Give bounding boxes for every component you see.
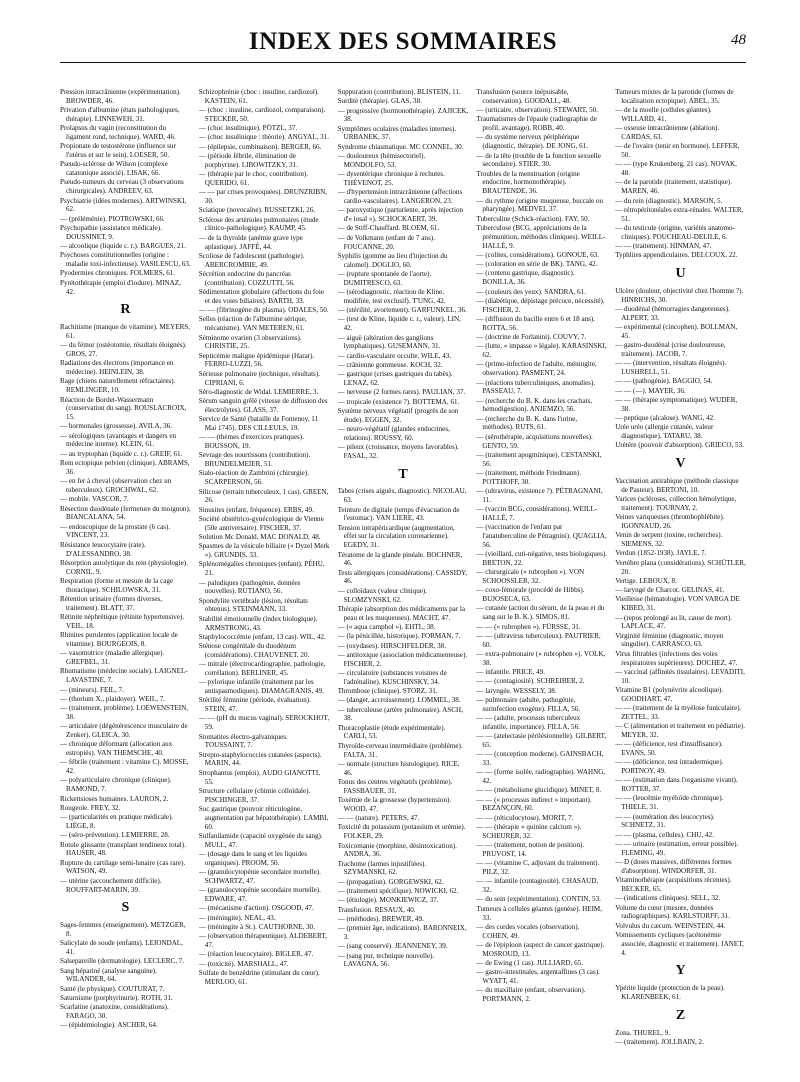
- index-entry: Varices (scléroses, collection hémolytique, traitement). TOURNAY, 2.: [615, 495, 737, 512]
- index-entry: — tropicale (existence ?). BOTTEMA, 61.: [337, 397, 460, 406]
- section-letter: T: [398, 466, 408, 482]
- index-entry: Rotule glissante (transplant tendineux total). HAUSER, 48.: [60, 840, 186, 858]
- index-entry: — colloïdaux (valeur clinique). SLOMZYNSKI, 62.: [337, 586, 428, 604]
- index-entry: — (la pénicillée, historique). FORMAN, 7.: [337, 632, 461, 641]
- index-entry: — chronique déformant (allocation aux estropiés). VAN THEMSCHE, 40.: [60, 740, 173, 758]
- index-entry: Zona. THUREL, 9.: [615, 1028, 671, 1037]
- index-entry: — (propagation). GORGEWSKI, 62.: [337, 877, 444, 886]
- index-entry: Toxémie de la grossesse (hypertension). WOOD, 47.: [337, 796, 452, 813]
- index-entry: — du maxillaire (enfant, observation). PORTMANN, 2.: [476, 986, 586, 1004]
- index-entry: Tuberculine (Schick-réaction). FAY, 50.: [476, 214, 590, 223]
- index-entry: — (épidémiologie). ASCHER, 64.: [60, 1021, 158, 1030]
- index-entry: — — (fibrinogène du plasma). ODALES, 50.: [198, 306, 329, 315]
- index-column: [60, 88, 191, 1047]
- index-entry: Virus filtrables (infections des voies respiratoires supérieures). DOCHEZ, 47.: [615, 649, 738, 667]
- index-entry: — — (traitement). HINMAN, 47.: [615, 242, 712, 251]
- index-entry: — cardio-vasculaire occulte. WILE, 43.: [337, 351, 452, 360]
- index-entry: Résorption autolytique du rein (physiologie). CORNIL, 9.: [60, 558, 188, 576]
- index-entry: — progressive (hormonothérapie). ZAJICEK, 38.: [337, 106, 469, 124]
- section-letter: U: [675, 266, 686, 282]
- index-entry: Sérieuse pulmonaire (technique, résultats). CIPRIANI, 6.: [198, 369, 320, 387]
- index-entry: — — (estimation dans l'organisme vivant). ROTTER, 37.: [615, 776, 738, 794]
- index-column: [199, 88, 330, 1047]
- index-entry: Stérilité féminine (période, évaluation). STEIN, 47.: [198, 696, 311, 714]
- index-entry: Staphylococcémie (enfant, 13 cas). WIL, 42.: [198, 632, 326, 641]
- index-entry: — de Volkmann (enfant de 7 ans). FOUCANNE, 20.: [337, 233, 435, 251]
- index-entry: — (urticaire, observation). STEWART, 50.: [476, 106, 598, 115]
- index-entry: Thérapie (absorption des médicaments par la peau et les muqueuses). MACHT, 47.: [337, 604, 466, 622]
- index-entry: Venin de serpent (toxine, recherches). SIEMENS, 32.: [615, 531, 723, 549]
- index-entry: — (réactions tuberculiniques, anomalies). PASSEAU, 7.: [476, 378, 596, 396]
- index-entry: — en fer à cheval (observation chez un tuberculeux). GROCHWAL, 62.: [60, 477, 172, 494]
- index-entry: — (diabétique, dépistage précoce, nécessité). FISCHER, 2.: [476, 296, 605, 314]
- section-letter: S: [121, 900, 130, 916]
- index-entry: Strepto-staphylococcies cutanées (aspects). MARIN, 44.: [198, 750, 322, 768]
- index-entry: — — (adulte, processus tuberculeux infantile, importance). FILLA, 56.: [476, 713, 581, 731]
- index-entry: — (observation thérapeutique). ALDEBERT, 47.: [198, 932, 327, 949]
- index-entry: — (traitement, méthode Friedmann). POTTHOFF, 30.: [476, 468, 581, 486]
- index-entry: — vasomotrice (maladie allergique). GREFBEL, 31.: [60, 649, 165, 667]
- index-entry: Thrombose (clinique). STORZ, 31.: [337, 687, 438, 695]
- index-entry: — (dosage dans le sang et les liquides organiques). PROOM, 50.: [198, 849, 307, 867]
- index-entry: Tuberculose (BCG, appréciations de la prémunition, méthodes cliniques). WEILL-HALLÉ, 9.: [476, 223, 606, 250]
- index-entry: — (vaccin BCG, considérations). WEILL-HALLÉ, 7.: [476, 505, 598, 522]
- index-entry: — — (vitamine C, adjuvant du traitement). PILZ, 32.: [476, 859, 600, 877]
- index-column: [338, 88, 469, 1047]
- index-entry: — — (numération des leucocytes). SCHNETZ, 31.: [615, 812, 715, 830]
- index-entry: — endoscopique de la prostate (6 cas). VINCENT, 23.: [60, 522, 171, 540]
- index-entry: — (traitement). JOLLBAIN, 2.: [615, 1037, 704, 1046]
- index-entry: Vertige. LEBOUX, 8.: [615, 576, 677, 585]
- index-entry: Sulfanilamide (capacité oxygénée du sang). MULL, 47.: [198, 831, 323, 849]
- index-entry: Thyroïde-cerveau intermédiaire (problème). FALTA, 31.: [337, 741, 463, 759]
- index-entry: — laryngé de Charcot. GELINAS, 41.: [615, 586, 725, 595]
- index-entry: — chirurgicale (« rubrophen »). VON SCHOOSSLER, 32.: [476, 568, 585, 586]
- page-header: [60, 28, 746, 62]
- index-entry: — (lutte, « impasse » légale). KARASINSKI, 62.: [476, 342, 607, 360]
- index-entry: — (traitement apogminique). CESTANSKI, 56.: [476, 450, 602, 468]
- index-entry: — — (forme isolée, radiographie). WAHNG, 42.: [476, 768, 606, 786]
- index-entry: Virginité féminine (diagnostic, moyen singulier). CARRASCO, 63.: [615, 631, 724, 649]
- index-entry: — — (déficience, test intradermique). PORTNOY, 49.: [615, 758, 724, 776]
- index-entry: — (mécanisme d'action). OSGOOD, 47.: [198, 904, 314, 913]
- index-entry: — (granulocytopénie secondaire mortelle). SCHWARTZ, 47.: [198, 868, 321, 885]
- index-entry: Résection duodénale (fermeture du moignon). BIANCALANA, 54.: [60, 504, 191, 522]
- index-entry: Sténose congénitale du duodénum (considérations). CHAUVENET, 20.: [198, 642, 310, 659]
- section-letter: Y: [675, 963, 686, 979]
- index-entry: — (étiologie). MONKIEWICZ, 37.: [337, 896, 439, 905]
- index-entry: Sclérose des artérioles pulmonaires (étude clinico-pathologique). KAUMP, 45.: [198, 215, 319, 233]
- index-entry: Rachitisme (manque de vitamine). MEYERS, 61.: [60, 323, 191, 340]
- index-entry: — — (atelectasie périlésionnelle). GILBERT, 65.: [476, 732, 607, 749]
- index-entry: — normale (structure histologique). RICE, 46.: [337, 759, 460, 777]
- index-entry: — (préléménie). PIOTROWSKI, 66.: [60, 214, 165, 223]
- section-letter: Z: [675, 1007, 686, 1023]
- index-entry: Scoliose de l'adolescent (pathologie). ABERCROMBIE, 49.: [198, 251, 305, 269]
- index-entry: Rickettsioses humaines. LAURON, 2.: [60, 794, 169, 803]
- index-entry: Pseudo-tumeurs du cerveau (3 observations chirurgicales). ANDREEV, 63.: [60, 178, 184, 196]
- section-letter: V: [675, 456, 686, 472]
- index-entry: — dysentérique chronique à rechutes. THÉVENOT, 25.: [337, 170, 445, 187]
- index-entry: — (séro-prévention). LEMIERRE, 28.: [60, 831, 170, 840]
- index-entry: Sevrage des nourrissons (contribution). BRUNDELMEIER, 51.: [198, 451, 311, 469]
- index-entry: — (repos prolongé au lit, cause de mort). LAPLACE, 47.: [615, 613, 733, 631]
- index-entry: Transfusion (source inépuisable, conservation). GOODALL, 48.: [476, 88, 572, 105]
- index-entry: — (période fébrile, élimination de porphyrine). LIBOWITZKY, 31.: [198, 152, 298, 169]
- index-entry: — pulmonaire (adulte, pathogénie, surinfection exogène). FILLA, 56.: [476, 695, 581, 713]
- index-entry: — de la tête (trouble de la fonction sexuelle secondaire). STIER, 30.: [476, 151, 601, 169]
- index-entry: — paroxystique (parturiente, après injection d'« iosal »). SCHOCKAERT, 39.: [337, 206, 464, 224]
- index-entry: — (coloration en série de BK). TANG, 42.: [476, 260, 598, 269]
- index-entry: — (sang pur, technique nouvelle). LAVAGNA, 56.: [337, 951, 435, 969]
- index-entry: Septicémie maligne épidémique (Harar). FERRO-LUZZI, 56.: [198, 351, 315, 369]
- index-entry: Spasmes de la vésicule biliaire (« Dyzel Merk »). GRUNDIS, 33.: [198, 542, 330, 560]
- index-entry: — (traitement spécifique). NOWICKI, 62.: [337, 887, 459, 896]
- index-entry: Tumeurs à cellules géantes (genèse). HEIM, 33.: [476, 904, 603, 922]
- index-entry: — alcoolique (liquide c. r.). BARGUES, 21.: [60, 242, 186, 251]
- index-entry: — — (traitement de la myélose funiculaire). ZETTEL, 33.: [615, 704, 742, 721]
- index-entry: Ypérite liquide (protection de la peau). KLARENBEEK, 61.: [615, 984, 725, 1001]
- index-entry: Tumeurs mixtes de la parotide (formes de localisation ectopique). ABEL, 35.: [615, 88, 734, 105]
- index-entry: — hormonales (grossesse). AVILA, 36.: [60, 422, 172, 431]
- index-entry: Suppuration (contribution). BLISTEIN, 11.: [337, 88, 461, 96]
- index-entry: — (recherche du B. K. dans l'urine, méthodes). RUTS, 61.: [476, 414, 578, 432]
- index-entry: — C (alimentation et traitement en pédiatrie). MEYER, 32.: [615, 722, 745, 739]
- index-entry: — du fémur (ostéotomie, résultats éloignés). GROS, 27.: [60, 341, 187, 359]
- index-entry: — antitoxique (association médicamenteuse). FISCHER, 2.: [337, 650, 468, 668]
- index-entry: — — (intervention, résultats éloignés). LUSHRELL, 51.: [615, 359, 727, 377]
- index-entry: — — (type Krukenberg, 21 cas). NOVAK, 48.: [615, 160, 737, 178]
- index-entry: — aiguë (altération des ganglions lymphatiques). GUSEMANN, 31.: [337, 333, 441, 351]
- index-entry: — (méningite). NEAL, 43.: [198, 913, 276, 922]
- index-entry: Syphilis (gomme au lieu d'injection du calomel). DOGLIO, 60.: [337, 251, 448, 269]
- index-entry: Thoracoplastie (étude expérimentale). CARLI, 53.: [337, 723, 446, 741]
- index-entry: — — (métabolisme glucidique). MINET, 8.: [476, 786, 602, 795]
- index-entry: — (premier âge, indications). BARONNEIX, 3.: [337, 924, 467, 942]
- index-entry: Typhlites appendiculaires. DELCOUX, 22.: [615, 251, 738, 260]
- index-entry: Sages-femmes (enseignement). METZGER, 8.: [60, 921, 186, 938]
- index-entry: Transfusion. RESAUX, 40.: [337, 905, 416, 914]
- index-entry: — (recherche du B. K. dans les crachats, hémodigestion). ANJEMZO, 56.: [476, 396, 593, 414]
- index-entry: — — urinaire (estimation, erreur possible). FLEMING, 49.: [615, 839, 739, 857]
- index-entry: — (ultravirus, existence ?). PÉTRAGNANI, 11.: [476, 487, 603, 504]
- index-entry: — rétropéritonéales extra-rénales. WALTER, 51.: [615, 205, 744, 223]
- index-entry: — — (nature). PETERS, 47.: [337, 814, 420, 823]
- index-entry: — circulatoire (substances voisines de l'adrénaline). KUSCHINSKY, 34.: [337, 668, 447, 686]
- index-entry: Prolapsus du vagin (reconstitution du ligament rond, technique). WARD, 46.: [60, 124, 176, 141]
- index-entry: Tests allergiques (considérations). CASSIDY, 46.: [337, 568, 468, 586]
- index-entry: — utérine (accouchement difficile). ROUFFART-MARIN, 39.: [60, 876, 162, 894]
- index-entry: Sang hépariné (analyse sanguine). WILANDER, 64.: [60, 966, 157, 984]
- index-entry: Pyodermies chroniques. FOLMERS, 61.: [60, 269, 176, 278]
- index-entry: Rétention urinaire (formes diverses, traitement). BLATT, 37.: [60, 595, 163, 612]
- index-entry: Séminome ovarien (3 observations). CHRISTIE, 25.: [198, 333, 302, 351]
- index-entry: — infantile. PRICE, 49.: [476, 668, 545, 676]
- index-entry: Société obstétrico-gynécologique de Vienne (50e anniversaire). FISCHER, 37.: [198, 514, 324, 532]
- index-entry: Tératome de la glande pinéale. BOCHNER, 46.: [337, 550, 463, 568]
- index-entry: Réaction de Bordet-Wassermann (conservation du sang). ROUSLACROIX, 15.: [60, 395, 187, 422]
- index-entry: — vaccinal (affinités tissulaires). LEVADITI, 10.: [615, 667, 745, 685]
- index-entry: — du système nerveux périphérique (diagnostic, thérapie). DE JONG, 61.: [476, 133, 588, 151]
- header-rule: [60, 62, 746, 63]
- index-entry: Privation d'albumine (états pathologiques, thérapie). LINNEWEH, 31.: [60, 106, 180, 123]
- index-entry: Troubles de la menstruation (origine endocrine, hormonothérapie). BRAUTENDE, 36.: [476, 169, 580, 196]
- index-entry: Urétère (pouvoir d'absorption). GRIECO, 53.: [615, 441, 744, 450]
- index-entry: — — (thérapie « quinine calcium »). SCHEURER, 32.: [476, 823, 582, 840]
- index-entry: Résistance leucocytaire (rate). D'ALESSANDRO, 38.: [60, 540, 146, 558]
- index-entry: — de la parotide (traitement, statistique). MAREN, 46.: [615, 178, 732, 196]
- index-entry: — (danger, accroissement). LOMMEL, 38.: [337, 696, 461, 705]
- index-entry: Volvulus du cæcum. WEINSTEIN, 44.: [615, 921, 726, 930]
- index-entry: — (granulocytopénie secondaire mortelle). EDWARE, 47.: [198, 886, 321, 903]
- index-entry: — — (traitement, notion de position). PRUVOST, 14.: [476, 841, 585, 858]
- index-entry: — de l'ovaire (tenir en hormone). LEFFER, 50.: [615, 142, 740, 160]
- index-entry: Sulfate de benzédrine (stimulant du cœur). MERLOO, 61.: [198, 968, 320, 986]
- index-entry: Santé (le physique). COUTURAT, 7.: [60, 984, 165, 993]
- index-entry: — — (« rubrophen »). FÜRSSE, 31.: [476, 622, 581, 631]
- index-entry: — (thorium X., plaidoyer). WEIL, 7.: [60, 694, 166, 703]
- index-entry: — fébrile (traitement : vitamine C). MOSSE, 42.: [60, 758, 189, 776]
- index-entry: — (sang conservé). JEANNENEY, 39.: [337, 942, 448, 951]
- index-entry: — (sérothérapie, acquisitions nouvelles). GENTO, 59.: [476, 432, 593, 450]
- index-entry: Psychopathie (assistance médicale). DOUSSINET, 9.: [60, 223, 162, 241]
- index-entry: — (thérapie par le choc, contribution). QUERIDO, 61.: [198, 170, 309, 187]
- index-entry: — — infantile (contagiosité). CHASAUD, 32.: [476, 877, 599, 895]
- index-entry: Psychoses constitutionnelles (origine : maladie toxi-infectieuse). VASILESCU, 63.: [60, 251, 191, 269]
- index-entry: — mobile. VASCOR, 7.: [60, 495, 129, 504]
- index-entry: — — (déficience, test d'insuffisance). EVANS, 50.: [615, 740, 723, 757]
- index-entry: — tuberculeuse (artère pulmonaire). ASCH, 38.: [337, 705, 463, 723]
- index-entry: Trachome (larmes injustifiées). SZYMANSKI, 62.: [337, 859, 427, 877]
- index-entry: Ulcère (douleur, objectivité chez l'homme ?). HINRICHS, 30.: [615, 286, 744, 304]
- index-entry: Séro-diagnostic de Widal. LEMIERRE, 3.: [198, 387, 319, 396]
- index-entry: — — (thérapie symptomatique). WUDER, 38.: [615, 396, 738, 413]
- index-entry: Salicylate de soude (enfants). LEIONDAL, 41.: [60, 939, 183, 957]
- index-entry: — (colites, considérations). GONOUE, 63.: [476, 250, 599, 259]
- index-entry: Suc gastrique (pouvoir réticulogène, augmentation par hépatothérapie). LAMBI, 60.: [198, 804, 329, 831]
- index-entry: — (sérodiagnostic, réaction de Kline, modifiée, test exclusif). T'UNG, 42.: [337, 288, 446, 305]
- index-entry: Rupture du cartilage semi-lunaire (cas rare). WATSON, 49.: [60, 858, 186, 876]
- index-entry: Sérum sanguin grêlé (vitesse de diffusion des électrolytes). GLASS, 37.: [198, 397, 328, 414]
- index-entry: — — (thèmes d'exercices pratiques). BOUSSON, 19.: [198, 433, 304, 451]
- index-entry: — (test de Kline, liquide c. r., valeur). LIN, 42.: [337, 315, 461, 333]
- index-entry: — de Stiff-Chauffard. BLOEM, 61.: [337, 224, 440, 233]
- index-entry: — cutanée (action du sérum, de la peau et du sang sur le B. K.). SIMOS, 81.: [476, 604, 605, 622]
- index-column: [615, 88, 746, 1047]
- index-entry: Sécrétion endocrine du pancréas (contribution). COZZUTTI, 56.: [198, 269, 295, 287]
- index-entry: — gastrique (crises gastriques du tabès). LENAZ, 62.: [337, 370, 453, 387]
- index-entry: — (diffusion du bacille entre 6 et 18 ans). ROTTA, 56.: [476, 314, 596, 332]
- index-entry: — — (pH du mucus vaginal). SEROCKHOT, 59.: [198, 714, 330, 732]
- index-entry: Stabilité émotionnelle (index biologique). ARMSTRONG, 43.: [198, 614, 318, 632]
- index-entry: Toxicité du potassium (potassium et urémie). FOLKER, 29.: [337, 823, 466, 841]
- index-entry: Tabes (crises aiguës, diagnostic). NICOLAU, 63.: [337, 487, 467, 505]
- index-entry: — des cordes vocales (observation). COHEN, 49.: [476, 922, 580, 940]
- index-entry: — (rupture spontanée de l'aorte). DUMITRESCO, 63.: [337, 269, 432, 287]
- index-entry: Verdun (1852-1938). JAYLE, 7.: [615, 549, 707, 558]
- index-entry: Strophantus (emploi). AUDO GIANOTTI, 55.: [198, 768, 320, 786]
- index-entry: — (stérilité, avortement). GARFUNKEL, 36.: [337, 306, 467, 315]
- index-entry: Silicose (terrain tuberculeux, 1 cas). GREEN, 26.: [198, 487, 329, 505]
- index-entry: — polyarticulaire chronique (clinique). RAMOND, 7.: [60, 776, 172, 794]
- index-entry: Vitaminothérapie (acquisitions récentes). BECKER, 65.: [615, 876, 732, 893]
- index-entry: Syndrome chiasmatique. MC CONNEL, 30.: [337, 142, 464, 151]
- index-entry: Stomatites électro-galvaniques. TOUSSAINT, 7.: [198, 732, 288, 750]
- index-entry: Rein ectopique pelvien (clinique). ABRAMS, 36.: [60, 459, 190, 476]
- index-entry: — crânienne gommeuse. KOCH, 32.: [337, 360, 443, 369]
- index-entry: — osseuse intracrânienne (ablation). CARDAS, 63.: [615, 124, 720, 141]
- index-entry: Schizophrénie (choc : insuline, cardiozol). KASTEIN, 61.: [198, 88, 319, 105]
- index-entry: Structure cellulaire (chimie colloïdale). PISCHINGER, 37.: [198, 786, 311, 804]
- index-entry: Tension intrapéricardique (augmentation, effet sur la circulation coronarienne). EGEDY, 31.: [337, 523, 455, 550]
- index-entry: — (contenu gastrique, diagnostic). BONILLA, 36.: [476, 269, 575, 287]
- index-entry: — neuro-végétatif (glandes endocrines, relations). ROUSSY, 60.: [337, 424, 450, 442]
- index-entry: — (particularités en pratique médicale). LIÈGE, 8.: [60, 813, 174, 830]
- index-entry: — (vieillard, cuti-négative, tests biologiques). BRETON, 22.: [476, 550, 608, 567]
- index-entry: — extra-pulmonaire (« rubrophen »). VOLK, 38.: [476, 649, 606, 667]
- index-entry: — (couleurs des yeux). SANDRA, 61.: [476, 287, 586, 296]
- index-entry: — d'hypertension intracrânienne (affections cardio-vasculaires). LANGERON, 23.: [337, 188, 463, 206]
- index-entry: Vaccination antirabique (méthode classique de Pasteur). BERTONI, 10.: [615, 477, 739, 494]
- index-entry: — articulaire (dégénérescence musculaire de Zenker). GLEICA, 30.: [60, 722, 188, 739]
- index-entry: Teinture de digitale (temps d'évacuation de l'estomac). VAN LIERE, 43.: [337, 505, 460, 523]
- index-entry: — de Ewing (1 cas). JULLIARD, 65.: [476, 959, 583, 967]
- page-title: INDEX DES SOMMAIRES: [248, 28, 558, 55]
- index-entry: Pyrétothérapie (emploi d'iodure). MINAZ, 42.: [60, 278, 181, 296]
- index-entry: Toxicomanie (morphine, désintoxication). ANDRA, 36.: [337, 841, 457, 859]
- index-entry: Vertèbre plana (considérations). SCHÜTLER, 20.: [615, 558, 746, 576]
- index-entry: — — (—). MAYER, 36.: [615, 386, 686, 395]
- index-entry: Rétinite néphrétique (rétinite hypertensive). VEIL, 18.: [60, 613, 185, 630]
- index-entry: — de l'épiploon (aspect de cancer gastrique). MOSROUD, 13.: [476, 940, 605, 958]
- index-entry: — — (réticulocytose). MORIT, 7.: [476, 813, 574, 822]
- index-entry: Vitamine B1 (polynévrite alcoolique). GOODHART, 47.: [615, 685, 724, 703]
- index-entry: — paludiques (pathogénie, données nouvelles). RUTIANO, 56.: [198, 578, 301, 596]
- index-entry: Sédimentation globulaire (affections du foie et des voies biliaires). BARTH, 33.: [198, 288, 324, 305]
- section-letter: R: [120, 302, 131, 318]
- index-entry: — (épilepsie, combinaison). BERGER, 66.: [198, 142, 322, 151]
- index-entry: Surdité (thérapie). GLAS, 38.: [337, 97, 422, 106]
- index-entry: — (toxicité). MARSHALL, 47.: [198, 959, 289, 968]
- index-entry: Sinusites (enfant, fréquence). ERBS, 49.: [198, 505, 314, 514]
- index-entry: Salsepareille (dermatologie). LECLERC, 7.: [60, 957, 185, 966]
- index-entry: Pression intracrânienne (expérimentation). BROWDER, 46.: [60, 88, 181, 105]
- index-entry: — laryngée. WESSELY, 38.: [476, 686, 557, 695]
- index-entry: — au tryptophan (liquide c. r.). GREIF, 61.: [60, 449, 183, 458]
- index-entry: Splénomégalies chroniques (enfant). PÉHU, 21.: [198, 560, 325, 578]
- index-entry: Pseudo-sclérose de Wilson (complexe catatonique associé). LISAK, 66.: [60, 160, 168, 178]
- index-entry: Rage (chiens naturellement réfractaires). REMLINGER, 10.: [60, 377, 176, 395]
- index-entry: Traumatismes de l'épaule (radiographie de profil, avantage). ROBB, 40.: [476, 115, 597, 133]
- index-entry: Veines variqueuses (thrombophlébite). IGONNAUD, 26.: [615, 513, 725, 531]
- index-entry: Respiration (forme et mesure de la cage thoracique). SCHILOWSKA, 31.: [60, 576, 174, 594]
- index-entry: — — (ultravirus tuberculeux). PAUTRIER, 60.: [476, 631, 601, 649]
- index-entry: Vomissements cycliques (acétonémie associée, diagnostic et traitement). JANET, 4.: [615, 930, 744, 957]
- index-entry: — (choc insulinique : théorie). ANGYAL, 31.: [198, 133, 330, 142]
- index-entry: — (choc insulinique). PÖTZL, 37.: [198, 124, 298, 133]
- index-entry: — (doctrine de Forlanini). COUVY, 7.: [476, 333, 587, 342]
- index-entry: — — (leucémie myéloïde chronique). THIELE, 31.: [615, 794, 724, 812]
- index-entry: — duodénal (hémorragies dangereuses). ALPERT, 33.: [615, 305, 730, 322]
- index-entry: — — (plasma, cellules). CHU, 42.: [615, 830, 714, 839]
- index-entry: — nerveuse (2 formes rares). PAULIAN, 37.: [337, 388, 466, 397]
- index-entry: — sérologiques (avantages et dangers en médecine interne). KLEIN, 61.: [60, 431, 177, 449]
- index-entry: — — par crises provoquées). DRUNZRIBN, 30.: [198, 188, 328, 206]
- index-entry: — (« aqua camphol »). EHTL, 38.: [337, 622, 436, 631]
- index-entry: — du sein (expérimentation). CONTIN, 53.: [476, 895, 601, 904]
- index-entry: — coxo-fémorale (procédé de Hibbs). BUJOSECA, 63.: [476, 586, 585, 604]
- index-entry: Sialo-réaction de Zambrini (chirurgie). SCARPERSON, 56.: [198, 469, 309, 487]
- index-entry: — de la moelle (cellules géantes). WILLARD, 41.: [615, 106, 712, 123]
- index-entry: — D (doses massives, différentes formes d'absorption). WINDORFER, 31.: [615, 858, 732, 875]
- page-number: 48: [731, 32, 746, 48]
- index-entry: Selles (réaction de l'albumine sérique, mécanisme). VAN METEREN, 61.: [198, 315, 307, 333]
- index-entry: Solution Mc Donald. MAC DONALD, 48.: [198, 533, 321, 542]
- index-entry: — — (pathogénie). BAGGIO, 54.: [615, 377, 713, 386]
- index-entry: Saturnisme (porphyrinurie). ROTH, 31.: [60, 994, 173, 1002]
- index-entry: Service de Santé (bataille de Fontenoy, 11 Mai 1745). DES CILLEULS, 19.: [198, 415, 319, 432]
- index-entry: — gastro-duodénal (crise douloureuse, traitement). JACOB, 7.: [615, 341, 726, 359]
- index-entry: — pileux (croissance, moyens favorables). FASAL, 32.: [337, 443, 459, 460]
- index-entry: — de la thyroïde (anémie grave type aplastique). JAFFÉ, 44.: [198, 233, 303, 251]
- index-entry: — — (conception moderne). GAINSBACH, 33.: [476, 750, 604, 767]
- index-entry: Rougeole. FREY, 32.: [60, 803, 121, 812]
- index-entry: Rhinites purulentes (application locale de vitamine). BOURGEOIS, 8.: [60, 631, 178, 649]
- index-entry: — (indications cliniques). SELL, 32.: [615, 894, 721, 903]
- index-entry: Système nerveux végétatif (progrès de son étude). EGGEN, 32.: [337, 406, 459, 424]
- index-entry: Rhumatisme (médecine sociale). LAIGNEL-LAVASTINE, 7.: [60, 667, 188, 685]
- index-entry: — (oxydases). HIRSCHFELDER, 38.: [337, 641, 446, 650]
- index-entry: Psychiatrie (idées modernes). ARTWINSKI, 62.: [60, 196, 187, 214]
- index-entry: Scarlatine (anatoxine, considérations). FARAGO, 30.: [60, 1003, 169, 1021]
- index-entry: Propionate de testostérone (influence sur l'utérus et sur le sein). LOESER, 50.: [60, 142, 176, 160]
- index-entry: — du rein (diagnostic). MARSON, 5.: [615, 196, 723, 205]
- index-entry: Vieillesse (hématologie). VON VARGA DE KIBED, 31.: [615, 595, 740, 613]
- index-entry: Volume du cœur (mesure, données radiographiques). KARLSTORFF, 31.: [615, 903, 730, 921]
- index-entry: — du testicule (origine, variétés anatomo-cliniques). POUCHEAU-DELILE, 6.: [615, 223, 735, 241]
- index-entry: — mitrale (électrocardiographie, pathologie, corrélation). BERLINER, 45.: [198, 660, 326, 677]
- index-entry: — (primo-infection de l'adulte, méningite, observation). PASMENT, 24.: [476, 360, 597, 378]
- index-entry: Tonus des centres végétatifs (problème). FASSBAUER, 31.: [337, 777, 453, 795]
- index-entry: Spondylite vertébrale (lésion, résultats obtenus). STEINMANN, 33.: [198, 596, 308, 614]
- index-entry: — douloureux (hémisectoriel). MONDOLFO, 53.: [337, 152, 426, 169]
- index-entry: — (mineurs). FEIL, 7.: [60, 685, 124, 694]
- index-entry: — (réaction leucocytaire). BIGLER, 47.: [198, 950, 314, 959]
- index-entry: Symptômes oculaires (maladies internes). URBANEK, 37.: [337, 124, 457, 142]
- index-entry: — — (contagiosité). SCHREIBER, 2.: [476, 677, 585, 686]
- index-entry: — (traitement, problème). LOEWENSTEIN, 38.: [60, 704, 189, 721]
- index-entry: — (choc : insuline, cardiozol, comparaison). STECKER, 50.: [198, 106, 326, 123]
- index-entry: — (méningite à St.). CAUTHORNE, 30.: [198, 922, 315, 931]
- index-entry: — peptique (alcalose). WANG, 42.: [615, 414, 715, 423]
- index-column: [476, 88, 607, 1047]
- index-entry: Urée uréo (allergie cutanée, valeur diagnostique). TATARU, 38.: [615, 423, 714, 441]
- index-entry: Radiations des électrons (importance en médecine). HEINLEIN, 38.: [60, 359, 174, 377]
- index-entry: — (méthodes). BREWER, 49.: [337, 914, 424, 923]
- index-entry: — gastro-intestinales, argentaffines (3 cas). WYATT, 41.: [476, 968, 600, 986]
- index-columns: [60, 88, 746, 1047]
- index-entry: — du rythme (origine muqueuse, buccale ou pharyngée). MEDVEI, 37.: [476, 196, 604, 214]
- index-entry: Sciatique (novocaïne). RUSSETZKI, 26.: [198, 206, 316, 215]
- index-entry: — (vaccination de l'enfant par l'anatuberculine de Pétragnini). QUAGLIA, 56.: [476, 523, 607, 549]
- index-entry: — pylorique infantile (traitement par les antispasmodiques). DIAMAGRANIS, 49.: [198, 678, 325, 696]
- index-entry: — expérimental (cincophen). BOLLMAN, 45.: [615, 323, 738, 340]
- index-entry: — — (« processus indirect » important). BEZANÇON, 60.: [476, 795, 592, 813]
